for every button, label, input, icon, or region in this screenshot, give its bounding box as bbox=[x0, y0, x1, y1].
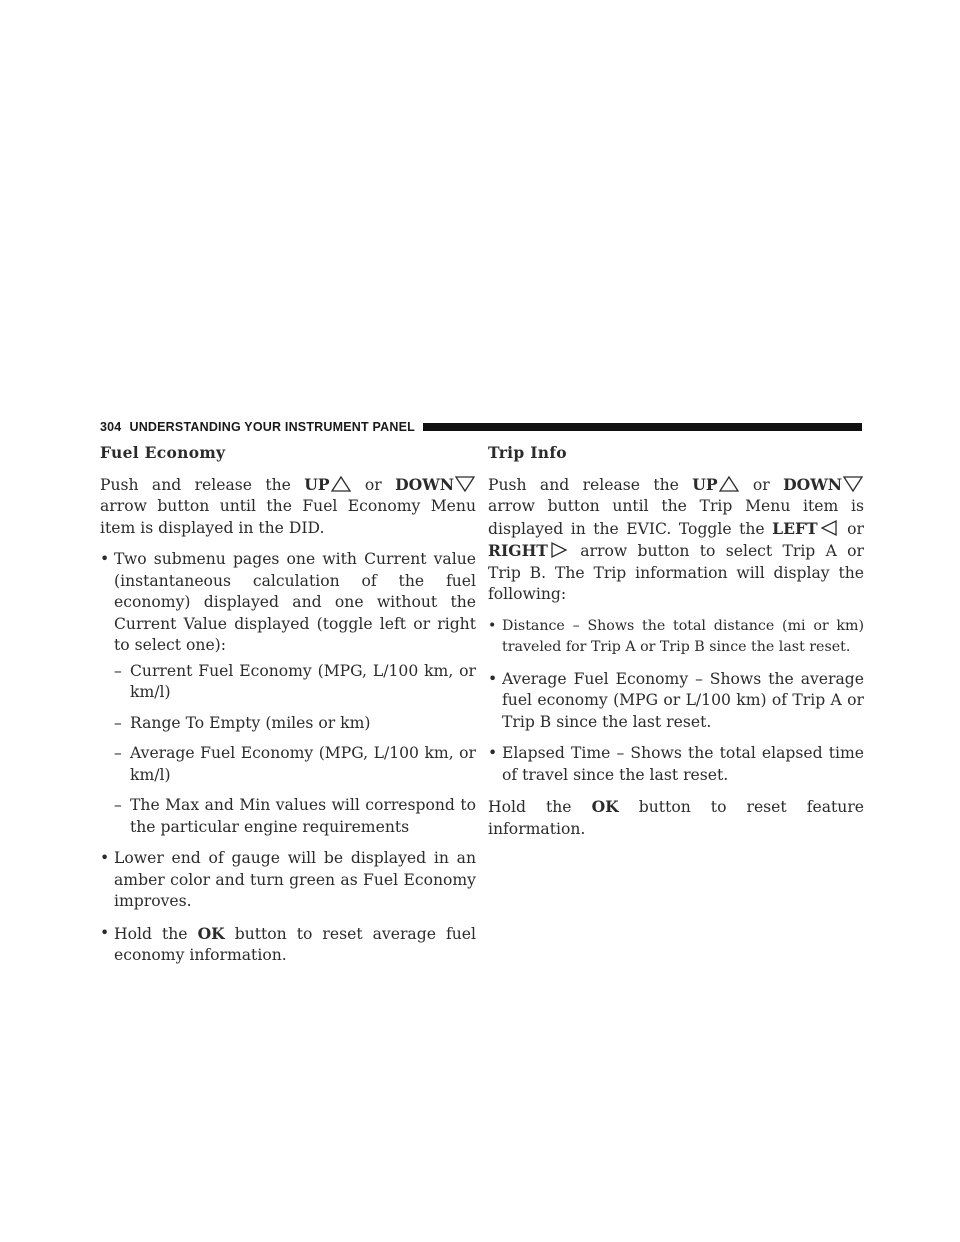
fuel-economy-bullets bbox=[100, 549, 476, 967]
list-item: – Range To Empty (miles or km) bbox=[114, 713, 371, 732]
down-label: DOWN bbox=[395, 474, 454, 494]
bullet-icon: • bbox=[100, 923, 110, 942]
ok-label: OK bbox=[591, 797, 619, 816]
page-number: 304 bbox=[100, 420, 122, 434]
arrow-down-icon bbox=[842, 475, 864, 493]
section-title: UNDERSTANDING YOUR INSTRUMENT PANEL bbox=[129, 420, 415, 434]
list-item: • Hold the OK button to reset average fuel economy information. bbox=[100, 923, 476, 964]
bullet-icon: • bbox=[488, 617, 497, 634]
arrow-down-icon bbox=[454, 475, 476, 493]
list-item: • Distance – Shows the total distance (mi or km) traveled for Trip A or Trip B since the last reset. bbox=[488, 617, 864, 655]
arrow-up-icon bbox=[718, 475, 740, 493]
fuel-economy-intro bbox=[100, 474, 476, 540]
trip-info-intro: Push and release the UP or DOWN arrow button until the Trip Menu item is displayed in the EVIC. Toggle the LEFT or RIGHT arrow button to select Trip A or Trip B. The Trip information will display the following: bbox=[488, 474, 864, 603]
left-label: LEFT bbox=[772, 518, 818, 538]
ok-label: OK bbox=[197, 923, 225, 943]
bullet-icon: • bbox=[100, 550, 110, 568]
intro-text-end: arrow button until the Fuel Economy Menu item is displayed in the DID. bbox=[100, 497, 476, 537]
bullet-icon: • bbox=[488, 744, 498, 762]
intro-text: Push and release the bbox=[100, 475, 291, 494]
left-column bbox=[100, 438, 476, 977]
list-item: • Average Fuel Economy – Shows the average fuel economy (MPG or L/100 km) of Trip A or Trip B since the last reset. bbox=[488, 669, 864, 731]
bullet-icon: • bbox=[100, 849, 110, 867]
trip-info-closing: Hold the OK button to reset feature information. bbox=[488, 797, 865, 838]
list-item: • Two submenu pages one with Current value (instantaneous calculation of the fuel economy) displayed and one without the Current Value displayed (toggle left or right to select one): – Current Fuel Economy (MPG, L/100 km, or km/l) – Range To Empty (miles or km) – Average Fuel Economy (MPG, L/100 km, or km/l) – The Max and Min values will correspond to the particular engine requirements bbox=[100, 549, 476, 838]
list-item: – Current Fuel Economy (MPG, L/100 km, or km/l) bbox=[114, 661, 476, 701]
page-header bbox=[100, 418, 862, 436]
list-item: • Lower end of gauge will be displayed in an amber color and turn green as Fuel Economy improves. bbox=[100, 849, 476, 910]
list-item: • Elapsed Time – Shows the total elapsed time of travel since the last reset. bbox=[488, 744, 864, 784]
up-label: UP bbox=[304, 474, 330, 494]
arrow-right-icon bbox=[548, 541, 570, 559]
submenu-list bbox=[114, 661, 476, 839]
up-label: UP bbox=[692, 474, 718, 494]
header-rule bbox=[423, 423, 862, 431]
list-item: – Average Fuel Economy (MPG, L/100 km, or km/l) bbox=[114, 744, 476, 784]
right-column bbox=[488, 438, 864, 850]
trip-info-bullets bbox=[488, 616, 864, 787]
bullet-icon: • bbox=[488, 669, 498, 688]
right-label: RIGHT bbox=[488, 541, 548, 560]
down-label: DOWN bbox=[783, 474, 842, 494]
fuel-economy-heading: Fuel Economy bbox=[100, 443, 226, 462]
or-text: or bbox=[364, 475, 382, 494]
trip-info-heading: Trip Info bbox=[488, 443, 567, 462]
list-item: – The Max and Min values will correspond to the particular engine requirements bbox=[114, 796, 476, 836]
arrow-up-icon bbox=[330, 475, 352, 493]
arrow-left-icon bbox=[818, 519, 840, 537]
